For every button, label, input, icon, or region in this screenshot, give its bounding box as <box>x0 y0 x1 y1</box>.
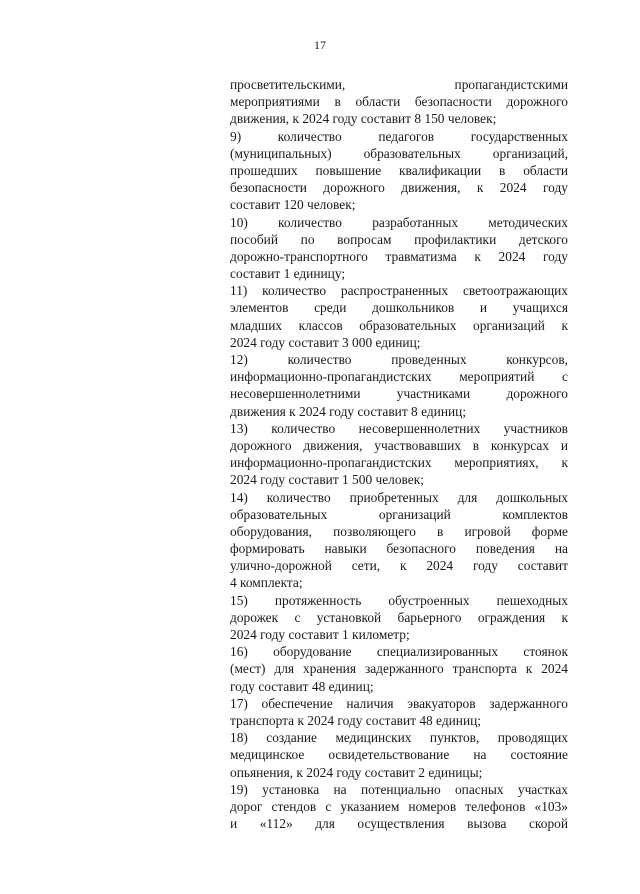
text-line: 4 комплекта; <box>230 575 303 591</box>
text-line: 17) обеспечение наличия эвакуаторов задержанного <box>230 695 568 711</box>
list-item <box>230 643 568 695</box>
text-line: оборудования, позволяющего в игровой форме <box>230 523 568 539</box>
text-line: безопасности дорожного движения, к 2024 году <box>230 180 568 196</box>
text-line: 13) количество несовершеннолетних участников <box>230 420 568 436</box>
text-line: 10) количество разработанных методических <box>230 214 568 230</box>
text-line: мероприятиями в области безопасности дорожного <box>230 94 568 110</box>
text-line: дорожно-транспортного травматизма к 2024 году <box>230 248 568 264</box>
text-line: формировать навыки безопасного поведения на <box>230 541 568 557</box>
text-line: движения, к 2024 году составит 8 150 человек; <box>230 111 497 127</box>
text-line: информационно-пропагандистских мероприятиях, к <box>230 455 568 471</box>
text-line: улично-дорожной сети, к 2024 году составит <box>230 558 568 574</box>
text-line: 9) количество педагогов государственных <box>230 128 568 144</box>
text-line: 2024 году составит 1 500 человек; <box>230 472 424 488</box>
text-line: году составит 48 единиц; <box>230 678 374 694</box>
text-line: информационно-пропагандистских мероприятий с <box>230 369 568 385</box>
text-line: образовательных организаций комплектов <box>230 506 568 522</box>
text-line: дорожного движения, участвовавших в конкурсах и <box>230 437 568 453</box>
text-line: и «112» для осуществления вызова скорой <box>230 816 568 832</box>
text-line: младших классов образовательных организаций к <box>230 317 568 333</box>
text-line: 18) создание медицинских пунктов, проводящих <box>230 730 568 746</box>
text-line: 2024 году составит 1 километр; <box>230 627 410 642</box>
text-line: 16) оборудование специализированных стоянок <box>230 644 568 660</box>
text-line: движения к 2024 году составит 8 единиц; <box>230 403 467 419</box>
text-line: медицинское освидетельствование на состояние <box>230 747 568 763</box>
text-line: (мест) для хранения задержанного транспорта к 2024 <box>230 661 568 677</box>
list-item <box>230 282 568 351</box>
text-line: опьянения, к 2024 году составит 2 единицы; <box>230 764 483 780</box>
list-item <box>230 695 568 729</box>
text-line: элементов среди дошкольников и учащихся <box>230 300 568 316</box>
list-item <box>230 729 568 781</box>
list-item <box>230 351 568 420</box>
list-item <box>230 214 568 283</box>
text-line: транспорта к 2024 году составит 48 единиц; <box>230 712 482 728</box>
text-line: (муниципальных) образовательных организаций, <box>230 145 568 161</box>
list-item <box>230 76 568 128</box>
text-line: дорог стендов с указанием номеров телефонов «103» <box>230 798 568 814</box>
text-line: 19) установка на потенциально опасных участках <box>230 781 568 797</box>
document-body <box>230 76 568 832</box>
list-item <box>230 592 568 644</box>
list-item <box>230 781 568 833</box>
text-line: пособий по вопросам профилактики детского <box>230 231 568 247</box>
text-line: 11) количество распространенных светоотражающих <box>230 283 568 299</box>
text-line: 14) количество приобретенных для дошкольных <box>230 489 568 505</box>
text-line: 12) количество проведенных конкурсов, <box>230 352 568 367</box>
page-number: 17 <box>314 38 326 52</box>
text-line: прошедших повышение квалификации в области <box>230 162 568 178</box>
text-line: дорожек с установкой барьерного ограждения к <box>230 609 568 625</box>
list-item <box>230 489 568 592</box>
list-item <box>230 420 568 489</box>
text-line: просветительскими, пропагандистскими <box>230 77 568 92</box>
list-item <box>230 128 568 214</box>
text-line: 15) протяженность обустроенных пешеходных <box>230 592 568 608</box>
text-line: 2024 году составит 3 000 единиц; <box>230 334 421 350</box>
text-line: несовершеннолетними участниками дорожного <box>230 386 568 402</box>
text-line: составит 1 единицу; <box>230 266 346 282</box>
text-line: составит 120 человек; <box>230 197 356 213</box>
